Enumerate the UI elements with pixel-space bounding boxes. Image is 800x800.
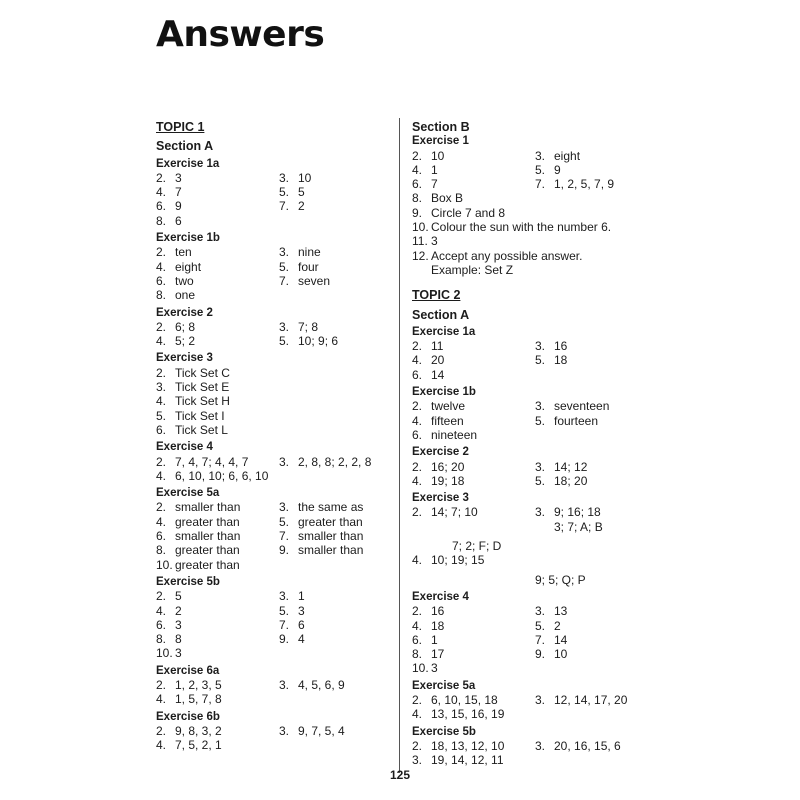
- answer-number: 4.: [156, 185, 167, 200]
- answer-text: smaller than: [175, 500, 241, 515]
- answer-row: [156, 423, 396, 437]
- answer-row: [156, 274, 396, 288]
- answer-row: [412, 206, 652, 220]
- answer-text: ten: [175, 245, 192, 260]
- answer-text: 3: [431, 234, 438, 249]
- answer-text: 18: [554, 353, 568, 368]
- answer-text: 5: [298, 185, 305, 200]
- answer-number: 3.: [279, 500, 290, 515]
- answer-number: 3.: [535, 339, 546, 354]
- answer-text: twelve: [431, 399, 466, 414]
- answer-number: 6.: [156, 422, 167, 437]
- answer-number: 2.: [412, 148, 423, 163]
- answer-number: 5.: [535, 413, 546, 428]
- answer-text: 2: [554, 618, 561, 633]
- answer-text: four: [298, 259, 319, 274]
- answer-number: 2.: [156, 319, 167, 334]
- answer-text: 18: [431, 618, 445, 633]
- exercise-heading: Exercise 1b: [156, 232, 220, 245]
- answer-row: [156, 543, 396, 557]
- answer-text: nineteen: [431, 427, 478, 442]
- answer-row: [412, 353, 652, 367]
- answer-row: [156, 632, 396, 646]
- answer-row: [156, 529, 396, 543]
- answer-row: [156, 618, 396, 632]
- answer-number: 4.: [156, 394, 167, 409]
- answer-row: [156, 260, 396, 274]
- answer-row: [156, 692, 396, 706]
- section-heading: Section A: [156, 139, 214, 154]
- answer-number: 8.: [156, 632, 167, 647]
- answer-number: 2.: [156, 365, 167, 380]
- answer-row: [156, 469, 396, 483]
- answer-number: 4.: [412, 473, 423, 488]
- answer-number: 2.: [156, 454, 167, 469]
- answer-text: 5; 2: [175, 334, 196, 349]
- answer-row: [412, 753, 652, 767]
- answer-number: 3.: [535, 505, 546, 520]
- answer-number: 6.: [156, 529, 167, 544]
- answer-number: 2.: [156, 723, 167, 738]
- answer-text: seven: [298, 273, 331, 288]
- answer-number: 6.: [412, 177, 423, 192]
- answer-number: 10.: [412, 661, 429, 676]
- answer-text: eight: [175, 259, 202, 274]
- answer-text: 9: [554, 162, 561, 177]
- answer-number: 5.: [535, 353, 546, 368]
- answer-number: 3.: [279, 723, 290, 738]
- answer-text: 10; 9; 6: [298, 334, 339, 349]
- answer-text: smaller than: [175, 529, 241, 544]
- answer-row: [156, 678, 396, 692]
- exercise-heading: Exercise 4: [412, 590, 469, 603]
- answer-row: [412, 573, 652, 587]
- answer-text: smaller than: [298, 529, 364, 544]
- answer-row: [412, 520, 652, 534]
- answer-row: [412, 191, 652, 205]
- answer-row: [156, 558, 396, 572]
- answer-number: 5.: [535, 162, 546, 177]
- answer-row: [412, 604, 652, 618]
- exercise-heading: Exercise 1a: [156, 157, 220, 170]
- answer-number: 11.: [412, 234, 428, 249]
- answer-row: [412, 739, 652, 753]
- answer-number: 6.: [412, 632, 423, 647]
- answer-text: 6, 10, 15, 18: [431, 692, 498, 707]
- answer-number: 2.: [412, 339, 423, 354]
- answer-text: Tick Set L: [175, 422, 228, 437]
- answer-text: 3: [175, 617, 182, 632]
- answer-number: 6.: [156, 617, 167, 632]
- answer-number: 8.: [412, 647, 423, 662]
- answer-text: 10: [431, 148, 445, 163]
- answer-number: 4.: [156, 692, 167, 707]
- answer-text: 9: [175, 199, 182, 214]
- answer-text: two: [175, 273, 194, 288]
- answer-number: 9.: [535, 647, 546, 662]
- answer-number: 5.: [535, 618, 546, 633]
- answer-text: fifteen: [431, 413, 464, 428]
- answer-row: [156, 320, 396, 334]
- answer-row: [156, 738, 396, 752]
- answer-row: [412, 707, 652, 721]
- answer-text: nine: [298, 245, 321, 260]
- answer-text: 14: [554, 632, 568, 647]
- answer-number: 8.: [156, 288, 167, 303]
- answer-row: [412, 647, 652, 661]
- answer-number: 4.: [156, 514, 167, 529]
- answer-text: 7, 4, 7; 4, 4, 7: [175, 454, 249, 469]
- exercise-heading: Exercise 1b: [412, 386, 476, 399]
- answer-text: 6: [298, 617, 305, 632]
- answer-number: 4.: [412, 618, 423, 633]
- exercise-heading: Exercise 3: [412, 492, 469, 505]
- answer-number: 3.: [279, 245, 290, 260]
- answer-text: 3; 7; A; B: [554, 519, 603, 534]
- exercise-heading: Exercise 5b: [412, 725, 476, 738]
- answer-number: 2.: [156, 500, 167, 515]
- page-title: Answers: [156, 14, 325, 55]
- answer-number: 4.: [156, 603, 167, 618]
- answer-number: 5.: [279, 603, 290, 618]
- answer-text: 1: [298, 589, 305, 604]
- topic-heading: TOPIC 2: [412, 288, 461, 303]
- answer-row: [156, 366, 396, 380]
- answer-text: 19, 14, 12, 11: [431, 753, 504, 768]
- answer-row: [156, 589, 396, 603]
- answer-text: 13, 15, 16, 19: [431, 707, 505, 722]
- answer-text: 2: [175, 603, 182, 618]
- answer-number: 2.: [412, 459, 423, 474]
- answer-number: 3.: [535, 459, 546, 474]
- answer-number: 4.: [156, 259, 167, 274]
- exercise-heading: Exercise 6b: [156, 710, 220, 723]
- answer-text: 16: [431, 604, 445, 619]
- exercise-heading: Exercise 2: [412, 446, 469, 459]
- answer-number: 6.: [412, 427, 423, 442]
- answer-text: 12, 14, 17, 20: [554, 692, 628, 707]
- answer-number: 7.: [279, 617, 290, 632]
- answer-number: 3.: [279, 170, 290, 185]
- answer-row: [156, 171, 396, 185]
- answer-number: 3.: [412, 753, 423, 768]
- answer-row: [156, 245, 396, 259]
- answer-row: [412, 163, 652, 177]
- answer-row: [156, 646, 396, 660]
- answer-number: 4.: [156, 334, 167, 349]
- answer-row: [156, 604, 396, 618]
- exercise-heading: Exercise 5a: [156, 487, 220, 500]
- answer-text: greater than: [175, 514, 240, 529]
- answer-row: [412, 234, 652, 248]
- answer-row: [156, 724, 396, 738]
- answer-text: 1, 2, 3, 5: [175, 677, 222, 692]
- answer-text: 18; 20: [554, 473, 588, 488]
- answer-text: 1: [431, 632, 438, 647]
- answer-number: 3.: [279, 454, 290, 469]
- answer-row: [412, 474, 652, 488]
- answer-number: 2.: [412, 399, 423, 414]
- answer-text: 7; 8: [298, 319, 319, 334]
- answer-text: 14; 12: [554, 459, 588, 474]
- answer-row: [156, 455, 396, 469]
- answer-number: 3.: [279, 677, 290, 692]
- answer-text: 7; 2; F; D: [452, 539, 502, 554]
- answer-text: 17: [431, 647, 445, 662]
- exercise-heading: Exercise 1: [412, 135, 469, 148]
- answer-row: [412, 414, 652, 428]
- answer-text: Example: Set Z: [431, 262, 514, 277]
- answer-number: 2.: [156, 245, 167, 260]
- answer-number: 7.: [535, 177, 546, 192]
- answer-number: 4.: [412, 707, 423, 722]
- answer-row: [156, 185, 396, 199]
- answer-text: one: [175, 288, 196, 303]
- answer-text: smaller than: [298, 543, 364, 558]
- answer-row: [156, 380, 396, 394]
- answer-text: 19; 18: [431, 473, 465, 488]
- answer-text: 20: [431, 353, 445, 368]
- answer-text: greater than: [175, 543, 240, 558]
- answer-text: 14; 7; 10: [431, 505, 478, 520]
- answer-text: fourteen: [554, 413, 599, 428]
- answer-text: Colour the sun with the number 6.: [431, 220, 612, 235]
- answer-text: 3: [175, 170, 182, 185]
- answer-number: 2.: [412, 692, 423, 707]
- answer-text: 9; 16; 18: [554, 505, 601, 520]
- exercise-heading: Exercise 3: [156, 352, 213, 365]
- answer-number: 3.: [535, 399, 546, 414]
- answer-text: 7: [175, 185, 182, 200]
- answer-number: 8.: [412, 191, 423, 206]
- answer-number: 2.: [412, 505, 423, 520]
- answer-row: [412, 220, 652, 234]
- answer-number: 2.: [156, 170, 167, 185]
- answer-number: 10.: [156, 646, 173, 661]
- page-number: 125: [389, 768, 411, 782]
- answer-text: seventeen: [554, 399, 610, 414]
- answer-text: 4, 5, 6, 9: [298, 677, 345, 692]
- answer-number: 2.: [412, 604, 423, 619]
- answer-number: 9.: [412, 205, 423, 220]
- answer-row: [156, 288, 396, 302]
- answer-text: 9, 7, 5, 4: [298, 723, 345, 738]
- answer-text: 3: [431, 661, 438, 676]
- answer-text: 6, 10, 10; 6, 6, 10: [175, 468, 269, 483]
- answer-text: Tick Set C: [175, 365, 230, 380]
- answer-number: 4.: [412, 162, 423, 177]
- answer-row: [412, 619, 652, 633]
- answer-number: 6.: [156, 199, 167, 214]
- answer-number: 6.: [412, 367, 423, 382]
- left-column: [156, 120, 396, 752]
- answer-text: 4: [298, 632, 305, 647]
- answer-text: 9; 5; Q; P: [535, 572, 586, 587]
- answer-text: 2, 8, 8; 2, 2, 8: [298, 454, 372, 469]
- answer-number: 3.: [279, 589, 290, 604]
- answer-number: 2.: [156, 677, 167, 692]
- answer-number: 4.: [412, 553, 423, 568]
- answer-text: 7, 5, 2, 1: [175, 738, 222, 753]
- answer-text: 16: [554, 339, 568, 354]
- answer-number: 2.: [412, 738, 423, 753]
- answer-text: greater than: [175, 557, 240, 572]
- exercise-heading: Exercise 1a: [412, 325, 476, 338]
- answer-number: 3.: [535, 604, 546, 619]
- answer-text: 16; 20: [431, 459, 465, 474]
- answer-text: 10; 19; 15: [431, 553, 485, 568]
- answer-text: 1, 5, 7, 8: [175, 692, 222, 707]
- answer-number: 5.: [279, 259, 290, 274]
- answer-text: Tick Set E: [175, 380, 230, 395]
- answer-number: 10.: [412, 220, 429, 235]
- answer-text: 10: [298, 170, 312, 185]
- answer-number: 3.: [535, 738, 546, 753]
- answer-number: 3.: [535, 148, 546, 163]
- answer-number: 9.: [279, 543, 290, 558]
- answer-text: 20, 16, 15, 6: [554, 738, 621, 753]
- answer-text: 1: [431, 162, 438, 177]
- answer-row: [156, 199, 396, 213]
- answer-text: 5: [175, 589, 182, 604]
- answer-row: [156, 214, 396, 228]
- exercise-heading: Exercise 5b: [156, 575, 220, 588]
- answer-row: [412, 368, 652, 382]
- answer-number: 12.: [412, 248, 429, 263]
- answer-text: 13: [554, 604, 568, 619]
- answer-text: 6: [175, 213, 182, 228]
- answer-row: [412, 553, 652, 567]
- answer-row: [412, 661, 652, 675]
- answer-number: 7.: [279, 199, 290, 214]
- answer-number: 7.: [279, 273, 290, 288]
- answer-text: 6; 8: [175, 319, 196, 334]
- answer-text: Box B: [431, 191, 464, 206]
- answer-text: 1, 2, 5, 7, 9: [554, 177, 615, 192]
- answer-number: 5.: [535, 473, 546, 488]
- answer-text: 18, 13, 12, 10: [431, 738, 505, 753]
- answer-row: [412, 177, 652, 191]
- answer-text: eight: [554, 148, 581, 163]
- answer-row: [412, 249, 652, 263]
- answer-number: 9.: [279, 632, 290, 647]
- answer-row: [156, 515, 396, 529]
- answer-row: [412, 263, 652, 277]
- answer-text: 8: [175, 632, 182, 647]
- exercise-heading: Exercise 2: [156, 306, 213, 319]
- answer-row: [156, 409, 396, 423]
- answer-number: 3.: [535, 692, 546, 707]
- section-heading: Section B: [412, 120, 470, 134]
- answer-number: 5.: [279, 334, 290, 349]
- answer-number: 8.: [156, 543, 167, 558]
- answer-number: 6.: [156, 273, 167, 288]
- answer-number: 2.: [156, 589, 167, 604]
- answer-text: 9, 8, 3, 2: [175, 723, 222, 738]
- answer-row: [412, 460, 652, 474]
- answer-row: [156, 394, 396, 408]
- answer-row: [412, 149, 652, 163]
- answer-text: 10: [554, 647, 568, 662]
- answer-row: [156, 500, 396, 514]
- answer-text: 3: [175, 646, 182, 661]
- answer-text: 3: [298, 603, 305, 618]
- answer-number: 4.: [412, 413, 423, 428]
- answer-row: [412, 539, 652, 553]
- answer-number: 10.: [156, 557, 173, 572]
- answer-row: [412, 633, 652, 647]
- exercise-heading: Exercise 4: [156, 441, 213, 454]
- answer-row: [412, 399, 652, 413]
- answer-number: 3.: [156, 380, 167, 395]
- answer-number: 4.: [156, 738, 167, 753]
- answer-row: [412, 505, 652, 519]
- answer-number: 7.: [535, 632, 546, 647]
- answer-text: greater than: [298, 514, 363, 529]
- answer-text: Tick Set H: [175, 394, 230, 409]
- answer-text: 2: [298, 199, 305, 214]
- answer-text: 14: [431, 367, 445, 382]
- answer-number: 8.: [156, 213, 167, 228]
- answer-number: 5.: [279, 514, 290, 529]
- answer-row: [412, 693, 652, 707]
- answer-text: 11: [431, 339, 444, 354]
- answer-number: 4.: [156, 468, 167, 483]
- right-column: [412, 120, 652, 767]
- answer-number: 4.: [412, 353, 423, 368]
- answer-text: the same as: [298, 500, 364, 515]
- exercise-heading: Exercise 6a: [156, 664, 220, 677]
- topic-heading: TOPIC 1: [156, 120, 205, 134]
- answer-text: Accept any possible answer.: [431, 248, 583, 263]
- answer-row: [412, 339, 652, 353]
- column-divider: [399, 118, 400, 773]
- answer-text: 7: [431, 177, 438, 192]
- answer-number: 3.: [279, 319, 290, 334]
- answer-number: 5.: [279, 185, 290, 200]
- answer-number: 5.: [156, 408, 167, 423]
- answer-row: [412, 428, 652, 442]
- answer-row: [156, 334, 396, 348]
- answer-text: Tick Set I: [175, 408, 225, 423]
- answer-number: 7.: [279, 529, 290, 544]
- exercise-heading: Exercise 5a: [412, 679, 476, 692]
- section-heading: Section A: [412, 307, 470, 322]
- answer-text: Circle 7 and 8: [431, 205, 506, 220]
